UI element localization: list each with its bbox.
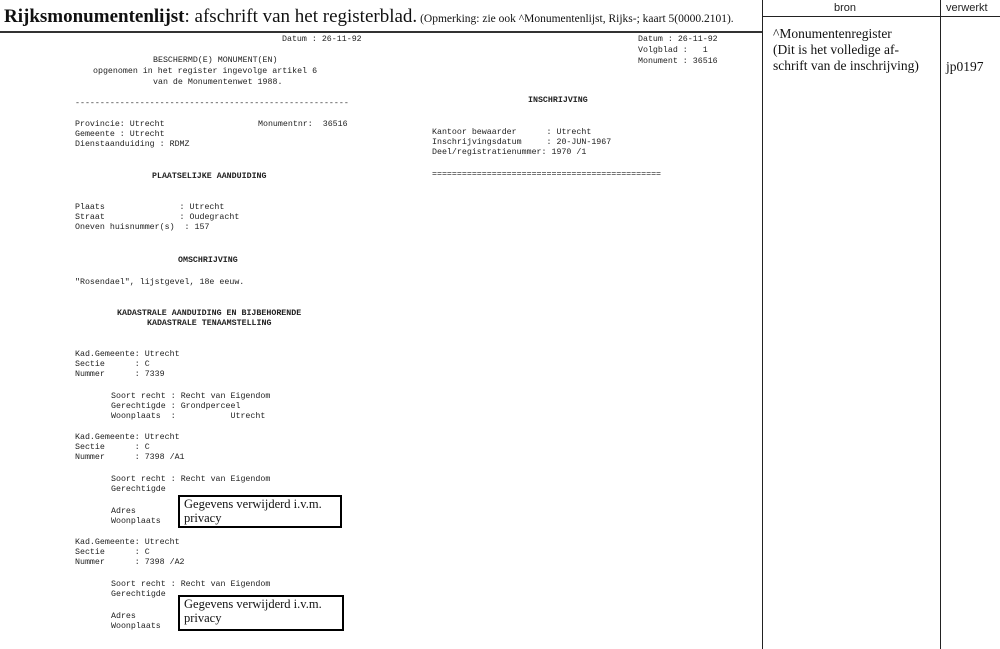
kad-gemeente: Kad.Gemeente: Utrecht (75, 433, 180, 442)
column-divider (762, 0, 763, 649)
privacy-redaction-box: Gegevens verwijderd i.v.m. privacy (178, 495, 342, 528)
nummer: Nummer : 7398 /A2 (75, 558, 185, 567)
woonplaats: Woonplaats : Utrecht (111, 412, 266, 421)
woonplaats: Woonplaats (111, 622, 161, 631)
nummer: Nummer : 7398 /A1 (75, 453, 185, 462)
title-note: (Opmerking: zie ook ^Monumentenlijst, Rijks-; kaart 5(0000.2101). (417, 13, 734, 25)
dienstaanduiding: Dienstaanduiding : RDMZ (75, 140, 190, 149)
woonplaats: Woonplaats (111, 517, 161, 526)
column-header-verwerkt: verwerkt (946, 2, 988, 14)
sectie: Sectie : C (75, 443, 150, 452)
omschrijving-text: "Rosendael", lijstgevel, 18e eeuw. (75, 278, 245, 287)
kantoor: Kantoor bewaarder : Utrecht (432, 128, 592, 137)
provincie: Provincie: Utrecht (75, 120, 165, 129)
privacy-redaction-box: Gegevens verwijderd i.v.m. privacy (178, 595, 344, 631)
section-heading: KADASTRALE TENAAMSTELLING (147, 319, 272, 328)
monumentnr: Monumentnr: 36516 (258, 120, 348, 129)
page-title: Rijksmonumentenlijst: afschrift van het registerblad. (Opmerking: zie ook ^Monumentenlijst, Rijks-; kaart 5(0000.2101). (4, 6, 734, 27)
column-header-bron: bron (834, 2, 857, 14)
datum-right: Datum : 26-11-92 (638, 35, 718, 44)
sectie: Sectie : C (75, 548, 150, 557)
gerechtigde: Gerechtigde (111, 485, 166, 494)
deel: Deel/registratienummer: 1970 /1 (432, 148, 587, 157)
sectie: Sectie : C (75, 360, 150, 369)
dashed-rule: ------------------------------------------------------- (75, 99, 349, 108)
nummer: Nummer : 7339 (75, 370, 165, 379)
heading: BESCHERMD(E) MONUMENT(EN) (153, 56, 278, 65)
soort-recht: Soort recht : Recht van Eigendom (111, 392, 271, 401)
inschrijvingsdatum: Inschrijvingsdatum : 20-JUN-1967 (432, 138, 612, 147)
huisnummer: Oneven huisnummer(s) : 157 (75, 223, 210, 232)
soort-recht: Soort recht : Recht van Eigendom (111, 580, 271, 589)
gerechtigde: Gerechtigde (111, 590, 166, 599)
adres: Adres (111, 507, 136, 516)
title-rule (0, 31, 762, 33)
bron-text: ^Monumentenregister (Dit is het volledige af- schrift van de inschrijving) (773, 26, 919, 73)
heading: van de Monumentenwet 1988. (153, 78, 283, 87)
plaats: Plaats : Utrecht (75, 203, 225, 212)
kad-gemeente: Kad.Gemeente: Utrecht (75, 538, 180, 547)
volgblad: Volgblad : 1 (638, 46, 708, 55)
column-divider (940, 0, 941, 649)
gerechtigde: Gerechtigde : Grondperceel (111, 402, 241, 411)
section-heading: INSCHRIJVING (528, 96, 588, 105)
gemeente: Gemeente : Utrecht (75, 130, 165, 139)
datum: Datum : 26-11-92 (282, 35, 362, 44)
verwerkt-text: jp0197 (946, 59, 984, 74)
header-divider (762, 16, 1000, 17)
monument-number: Monument : 36516 (638, 57, 718, 66)
straat: Straat : Oudegracht (75, 213, 240, 222)
double-rule: ============================================== (432, 170, 662, 179)
kad-gemeente: Kad.Gemeente: Utrecht (75, 350, 180, 359)
adres: Adres (111, 612, 136, 621)
section-heading: PLAATSELIJKE AANDUIDING (152, 172, 267, 181)
section-heading: OMSCHRIJVING (178, 256, 238, 265)
heading: opgenomen in het register ingevolge artikel 6 (93, 67, 318, 76)
soort-recht: Soort recht : Recht van Eigendom (111, 475, 271, 484)
section-heading: KADASTRALE AANDUIDING EN BIJBEHORENDE (117, 309, 302, 318)
